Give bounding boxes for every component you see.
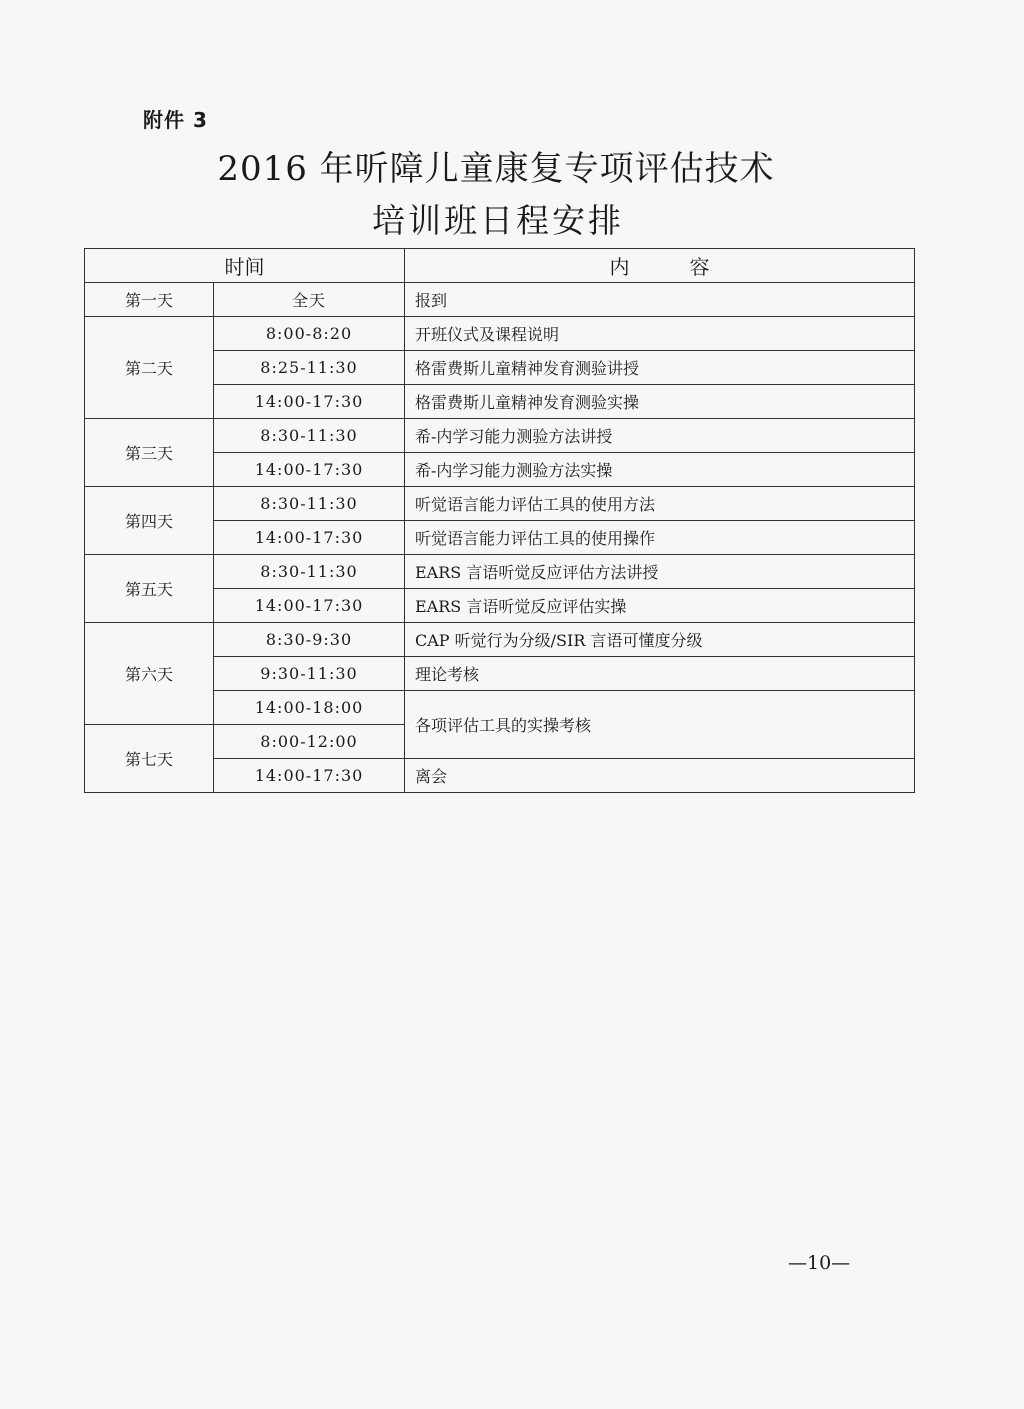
day-cell: 第一天 <box>85 283 214 317</box>
time-cell: 全天 <box>214 283 405 317</box>
day-cell: 第七天 <box>85 725 214 793</box>
document-title-line2: 培训班日程安排 <box>372 201 624 240</box>
day-cell: 第四天 <box>85 487 214 555</box>
time-cell: 8:00-8:20 <box>214 317 405 351</box>
content-cell: 希-内学习能力测验方法实操 <box>405 453 915 487</box>
time-cell: 14:00-17:30 <box>214 589 405 623</box>
schedule-table <box>84 248 915 793</box>
time-cell: 14:00-17:30 <box>214 521 405 555</box>
content-cell: 希-内学习能力测验方法讲授 <box>405 419 915 453</box>
time-cell: 8:30-9:30 <box>214 623 405 657</box>
day-cell: 第六天 <box>85 623 214 725</box>
time-cell: 14:00-18:00 <box>214 691 405 725</box>
content-cell: 理论考核 <box>405 657 915 691</box>
table-row <box>85 283 915 317</box>
content-cell: 开班仪式及课程说明 <box>405 317 915 351</box>
content-cell: 离会 <box>405 759 915 793</box>
content-cell: 报到 <box>405 283 915 317</box>
attachment-label: 附件 3 <box>143 108 208 132</box>
content-cell: EARS 言语听觉反应评估方法讲授 <box>405 555 915 589</box>
table-row <box>85 623 915 657</box>
content-cell: 格雷费斯儿童精神发育测验讲授 <box>405 351 915 385</box>
time-cell: 14:00-17:30 <box>214 385 405 419</box>
day-cell: 第五天 <box>85 555 214 623</box>
time-cell: 8:00-12:00 <box>214 725 405 759</box>
table-row <box>85 419 915 453</box>
content-cell: EARS 言语听觉反应评估实操 <box>405 589 915 623</box>
content-cell: 各项评估工具的实操考核 <box>405 691 915 759</box>
time-cell: 14:00-17:30 <box>214 453 405 487</box>
time-cell: 8:30-11:30 <box>214 419 405 453</box>
table-header-row <box>85 249 915 283</box>
time-cell: 8:30-11:30 <box>214 487 405 521</box>
page-number: —10— <box>788 1252 851 1274</box>
time-cell: 9:30-11:30 <box>214 657 405 691</box>
content-cell: 听觉语言能力评估工具的使用方法 <box>405 487 915 521</box>
content-cell: 格雷费斯儿童精神发育测验实操 <box>405 385 915 419</box>
header-content: 内 容 <box>405 249 915 283</box>
day-cell: 第二天 <box>85 317 214 419</box>
time-cell: 14:00-17:30 <box>214 759 405 793</box>
table-row <box>85 487 915 521</box>
day-cell: 第三天 <box>85 419 214 487</box>
document-title-line1: 2016 年听障儿童康复专项评估技术 <box>217 149 775 189</box>
table-row <box>85 555 915 589</box>
content-cell: CAP 听觉行为分级/SIR 言语可懂度分级 <box>405 623 915 657</box>
content-cell: 听觉语言能力评估工具的使用操作 <box>405 521 915 555</box>
time-cell: 8:30-11:30 <box>214 555 405 589</box>
time-cell: 8:25-11:30 <box>214 351 405 385</box>
header-time: 时间 <box>85 249 405 283</box>
table-row <box>85 317 915 351</box>
